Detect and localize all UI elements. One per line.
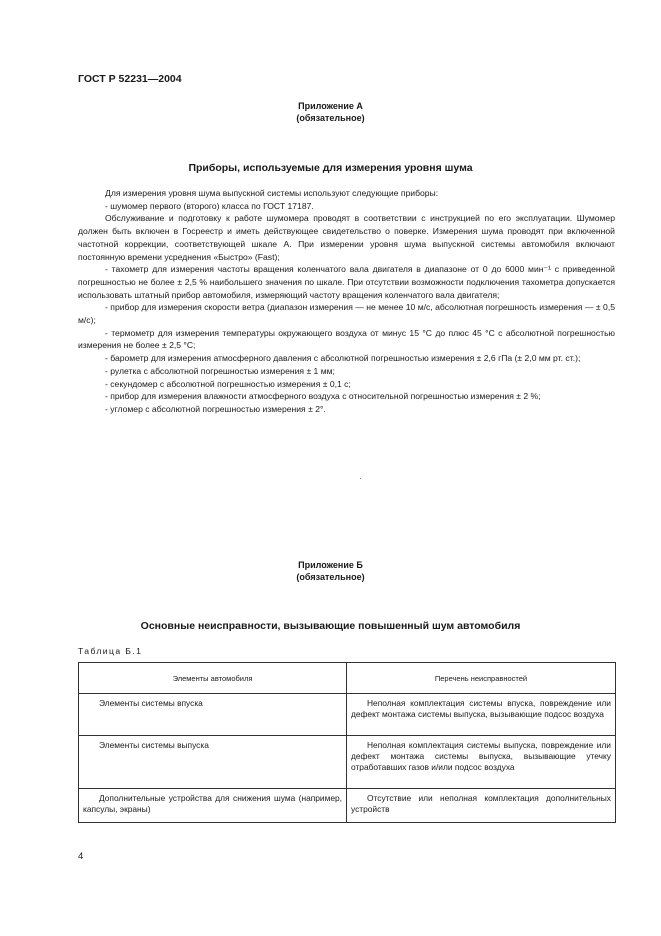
table-header-row [79,663,616,694]
table-label: Таблица Б.1 [78,646,143,656]
annex-a-title: Приложение А [298,101,363,111]
paragraph: - термометр для измерения температуры окружающего воздуха от минус 15 °С до плюс 45 °С с абсолютной погрешностью измерения не более ± 2,5 °С; [78,327,615,351]
paragraph: - угломер с абсолютной погрешностью измерения ± 2°. [105,403,326,414]
paragraph: - тахометр для измерения частоты вращения коленчатого вала двигателя в диапазоне от 0 до 6000 мин⁻¹ с приведенной погрешностью не более ± 2,5 % наибольшего значения по шкале. При отсутствии возможности подключения тахометра допускается использовать штатный прибор автомобиля, измеряющий частоту вращения коленчатого вала двигателя; [78,264,615,300]
faults-cell: Отсутствие или неполная комплектация дополнительных устройств [347,789,616,823]
element-cell: Элементы системы впуска [79,694,347,736]
paragraph: - шумомер первого (второго) класса по ГОСТ 17187. [105,200,314,211]
paragraph: - прибор для измерения скорости ветра (диапазон измерения — не менее 10 м/с, абсолютная погрешность измерения — ± 0,5 м/с); [78,302,615,326]
paragraph: - рулетка с абсолютной погрешностью измерения ± 1 мм; [105,365,335,376]
paragraph: - секундомер с абсолютной погрешностью измерения ± 0,1 с; [105,378,351,389]
element-cell: Дополнительные устройства для снижения шума (например, капсулы, экраны) [79,789,347,823]
annex-b-status: (обязательное) [296,572,365,582]
faults-cell: Неполная комплектация системы впуска, повреждение или дефект монтажа системы выпуска, вызывающие подсос воздуха [347,694,616,736]
annex-a-section-title: Приборы, используемые для измерения уровня шума [188,162,473,174]
faults-table [78,662,616,823]
annex-b-section-title: Основные неисправности, вызывающие повышенный шум автомобиля [140,620,521,632]
paragraph: Для измерения уровня шума выпускной системы используют следующие приборы: [105,188,439,198]
paragraph: Обслуживание и подготовку к работе шумомера проводят в соответствии с инструкцией по его эксплуатации. Шумомер должен быть включен в Госреестр и иметь действующее свидетельство о поверке. Измерения шума проводят при включенной частотной коррекции, соответствующей шкале А. При измерении уровня шума выпускной системы автомобиля включают постоянную времени усреднения «Быстро» (Fast); [78,213,615,262]
standard-code: ГОСТ Р 52231—2004 [78,73,182,85]
scan-speck [360,478,361,479]
column-header-elements: Элементы автомобиля [79,663,347,694]
element-cell: Элементы системы выпуска [79,736,347,789]
annex-a-heading [0,100,661,124]
table-row [79,789,616,823]
paragraph: - барометр для измерения атмосферного давления с абсолютной погрешностью измерения ± 2,6 гПа (± 2,0 мм рт. ст.); [105,353,581,364]
annex-a-status: (обязательное) [296,113,365,123]
annex-b-heading [0,559,661,583]
annex-b-title: Приложение Б [298,560,363,570]
annex-a-body [78,187,615,416]
faults-cell: Неполная комплектация системы выпуска, повреждение или дефект монтажа системы выпуска, вызывающие утечку отработавших газов и/или подсос воздуха [347,736,616,789]
page-number: 4 [78,851,84,862]
table-row [79,736,616,789]
column-header-faults: Перечень неисправностей [347,663,616,694]
paragraph: - прибор для измерения влажности атмосферного воздуха с относительной погрешностью измерения ± 2 %; [105,391,541,402]
table-row [79,694,616,736]
